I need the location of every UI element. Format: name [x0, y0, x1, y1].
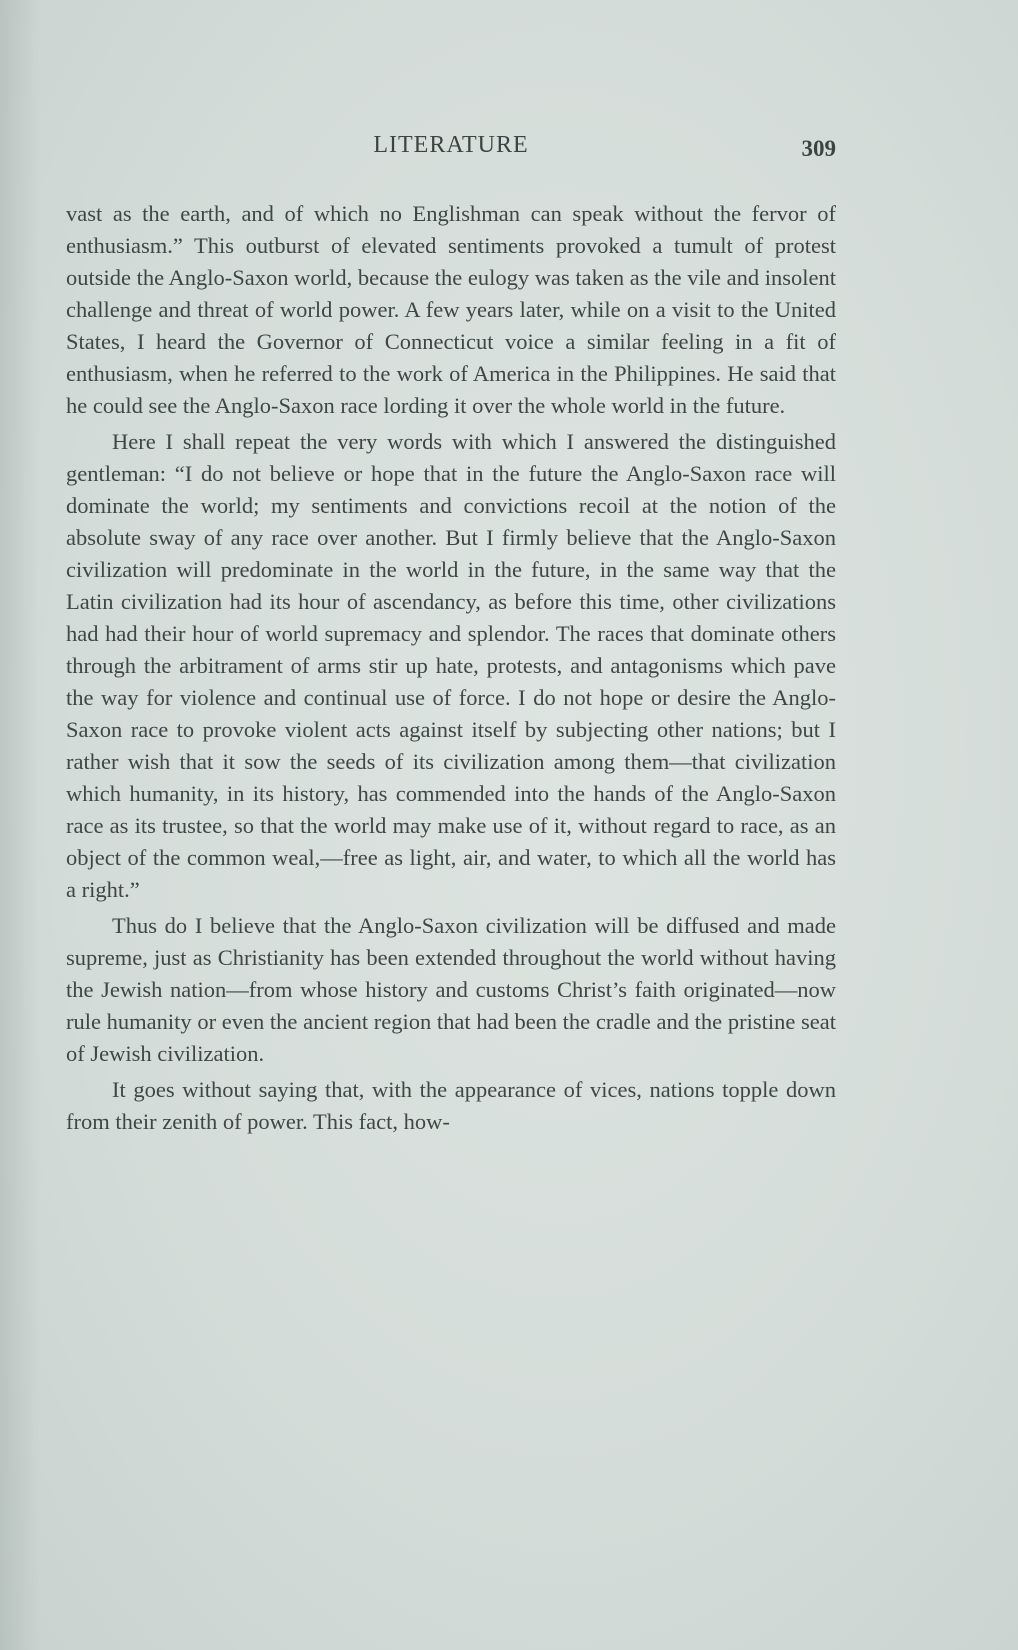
running-title: LITERATURE [373, 132, 529, 158]
paragraph-4: It goes without saying that, with the appearance of vices, nations topple down from their zenith of power. This fact, how- [66, 1077, 836, 1134]
running-head [66, 132, 836, 172]
paragraph-1: vast as the earth, and of which no Englishman can speak without the fervor of enthusiasm.” This outburst of elevated sentiments provoked a tumult of protest outside the Anglo-Saxon world, because the eulogy was taken as the vile and insolent challenge and threat of world power. A few years later, while on a visit to the United States, I heard the Governor of Connecticut voice a similar feeling in a fit of enthusiasm, when he referred to the work of America in the Philippines. He said that he could see the Anglo-Saxon race lording it over the whole world in the future. [66, 201, 836, 418]
page-number: 309 [801, 136, 836, 161]
page-gutter-shadow [0, 0, 40, 1650]
paragraph-2: Here I shall repeat the very words with which I answered the distinguished gentleman: “I do not believe or hope that in the future the Anglo-Saxon race will dominate the world; my sentiments and convictions recoil at the notion of the absolute sway of any race over another. But I firmly believe that the Anglo-Saxon civilization will predominate in the world in the future, in the same way that the Latin civilization had its hour of ascendancy, as before this time, other civilizations had had their hour of world supremacy and splendor. The races that dominate others through the arbitrament of arms stir up hate, protests, and antagonisms which pave the way for violence and continual use of force. I do not hope or desire the Anglo-Saxon race to provoke violent acts against itself by subjecting other nations; but I rather wish that it sow the seeds of its civilization among them—that civilization which humanity, in its history, has commended into the hands of the Anglo-Saxon race as its trustee, so that the world may make use of it, without regard to race, as an object of the common weal,—free as light, air, and water, to which all the world has a right.” [66, 429, 836, 902]
paragraph-3: Thus do I believe that the Anglo-Saxon civilization will be diffused and made supreme, just as Christianity has been extended throughout the world without having the Jewish nation—from whose history and customs Christ’s faith originated—now rule humanity or even the ancient region that had been the cradle and the pristine seat of Jewish civilization. [66, 913, 836, 1066]
body-text [66, 198, 836, 1138]
